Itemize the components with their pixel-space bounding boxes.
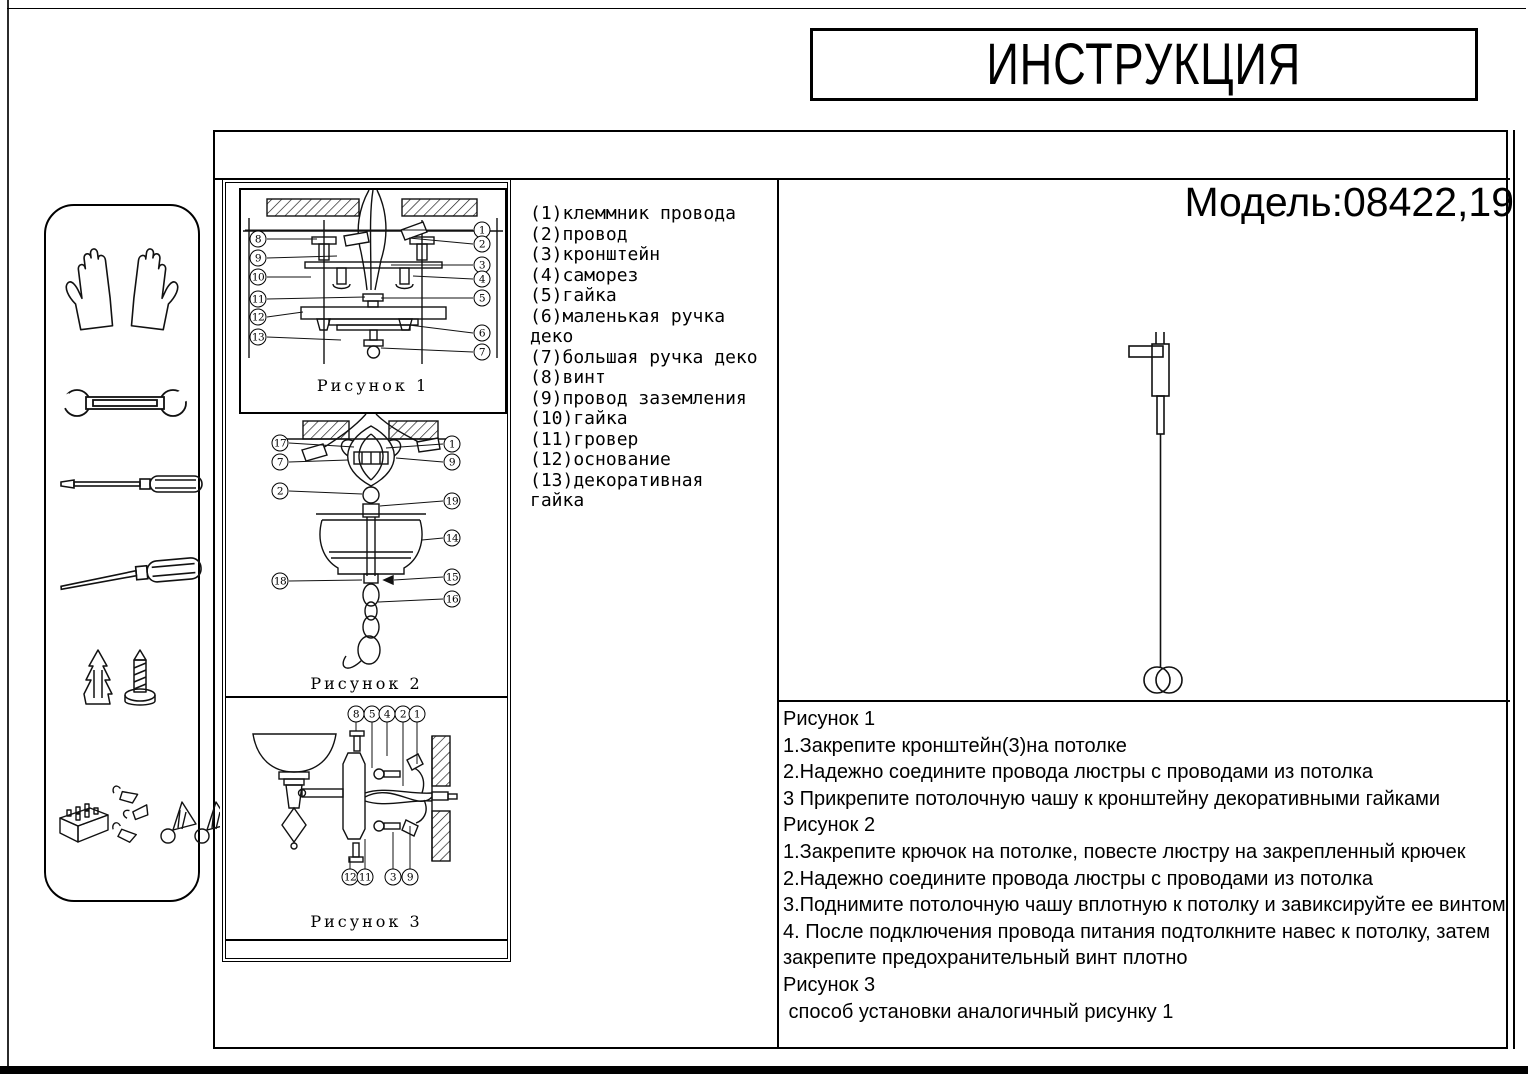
figure-1-box [239, 188, 507, 414]
instruction-line: 3.Поднимите потолочную чашу вплотную к потолку и завиксируйте ее винтом [783, 894, 1506, 917]
callout-9: 9 [250, 250, 267, 267]
callout-12: 12 [342, 869, 359, 886]
part-item: (5)гайка [530, 285, 617, 306]
page-title: ИНСТРУКЦИЯ [986, 31, 1302, 97]
part-item: (9)провод заземления [530, 387, 747, 409]
part-item: гайка [530, 490, 585, 511]
wrench-icon [60, 384, 190, 422]
figure-3-caption: Рисунок 3 [310, 912, 423, 931]
callout-7: 7 [272, 454, 289, 471]
figure-3-drawing [226, 698, 507, 939]
part-item: (8)винт [530, 367, 606, 388]
pendant-wire-drawing [1095, 330, 1235, 700]
part-item: (4)саморез [530, 264, 639, 286]
callout-5: 5 [474, 290, 491, 307]
callout-1: 1 [409, 706, 426, 723]
callout-3: 3 [385, 869, 402, 886]
part-item: (10)гайка [530, 408, 628, 429]
callout-7: 7 [474, 344, 491, 361]
callout-5: 5 [364, 706, 381, 723]
title-box [810, 28, 1478, 101]
callout-8: 8 [250, 231, 267, 248]
instruction-line: 3 Прикрепите потолочную чашу к кронштейну декоративными гайками [783, 787, 1441, 810]
installation-instructions [783, 706, 1507, 1025]
callout-18: 18 [272, 573, 289, 590]
instruction-line: способ установки аналогичный рисунку 1 [783, 1000, 1174, 1023]
figures-panel [222, 179, 511, 962]
callout-19: 19 [444, 493, 461, 510]
figure-2-drawing [226, 414, 507, 696]
callout-9: 9 [402, 869, 419, 886]
page-border-bottom [0, 1066, 1528, 1074]
part-item: (13)декоративная [530, 469, 704, 491]
callout-1: 1 [474, 222, 491, 239]
tools-sidebar [44, 204, 200, 902]
figure-2-area [226, 414, 507, 698]
part-item: (6)маленькая ручка [530, 305, 726, 327]
instruction-line: 2.Надежно соедините провода люстры с проводами из потолка [783, 867, 1374, 890]
callout-9: 9 [444, 454, 461, 471]
callout-15: 15 [444, 569, 461, 586]
model-number: Модель:08422,19 [1184, 179, 1514, 225]
main-frame-right-line [1513, 130, 1515, 1049]
gloves-icon [62, 240, 182, 340]
callout-4: 4 [379, 706, 396, 723]
instruction-line: закрепите предохранительный винт плотно [783, 947, 1188, 970]
part-item: (3)кронштейн [530, 244, 661, 265]
callout-11: 11 [250, 291, 267, 308]
part-item: (2)провод [530, 223, 628, 245]
instruction-line: Рисунок 3 [783, 973, 876, 996]
instruction-line: 1.Закрепите крючок на потолке, повесте люстру на закрепленный крючек [783, 840, 1466, 863]
figure-1-caption: Рисунок 1 [316, 376, 430, 395]
callout-17: 17 [272, 435, 289, 452]
fasteners-kit-icon [52, 784, 220, 854]
instruction-line: 4. После подключения провода питания подтолкните навес к потолку, затем [783, 920, 1490, 943]
page-border-left [7, 0, 9, 1068]
part-item: (11)гровер [530, 428, 639, 450]
page-border-top [7, 8, 1526, 9]
callout-6: 6 [474, 325, 491, 342]
callout-3: 3 [474, 257, 491, 274]
callout-14: 14 [444, 530, 461, 547]
figure-2-caption: Рисунок 2 [310, 674, 423, 693]
part-item: (12)основание [530, 449, 671, 470]
callout-2: 2 [474, 236, 491, 253]
part-item: (1)клеммник провода [530, 203, 736, 224]
wall-anchor-and-screw-icon [74, 648, 174, 712]
callout-11: 11 [357, 869, 374, 886]
vertical-divider [777, 178, 779, 1049]
callout-8: 8 [348, 706, 365, 723]
instruction-line: 1.Закрепите кронштейн(3)на потолке [783, 734, 1127, 757]
callout-4: 4 [474, 271, 491, 288]
flat-screwdriver-icon [58, 468, 208, 502]
callout-2: 2 [272, 483, 289, 500]
part-item: деко [530, 326, 574, 347]
callout-2: 2 [395, 706, 412, 723]
parts-list [530, 204, 777, 512]
callout-12: 12 [250, 309, 267, 326]
callout-1: 1 [444, 436, 461, 453]
pointed-screwdriver-icon [58, 548, 208, 594]
callout-10: 10 [250, 269, 267, 286]
instructions-divider [779, 700, 1510, 702]
callout-13: 13 [250, 329, 267, 346]
instruction-line: Рисунок 1 [783, 708, 876, 730]
part-item: (7)большая ручка деко [530, 346, 758, 368]
callout-16: 16 [444, 591, 461, 608]
instruction-line: 2.Надежно соедините провода люстры с проводами из потолка [783, 761, 1374, 784]
instruction-line: Рисунок 2 [783, 814, 876, 837]
figure-3-area [226, 698, 507, 941]
